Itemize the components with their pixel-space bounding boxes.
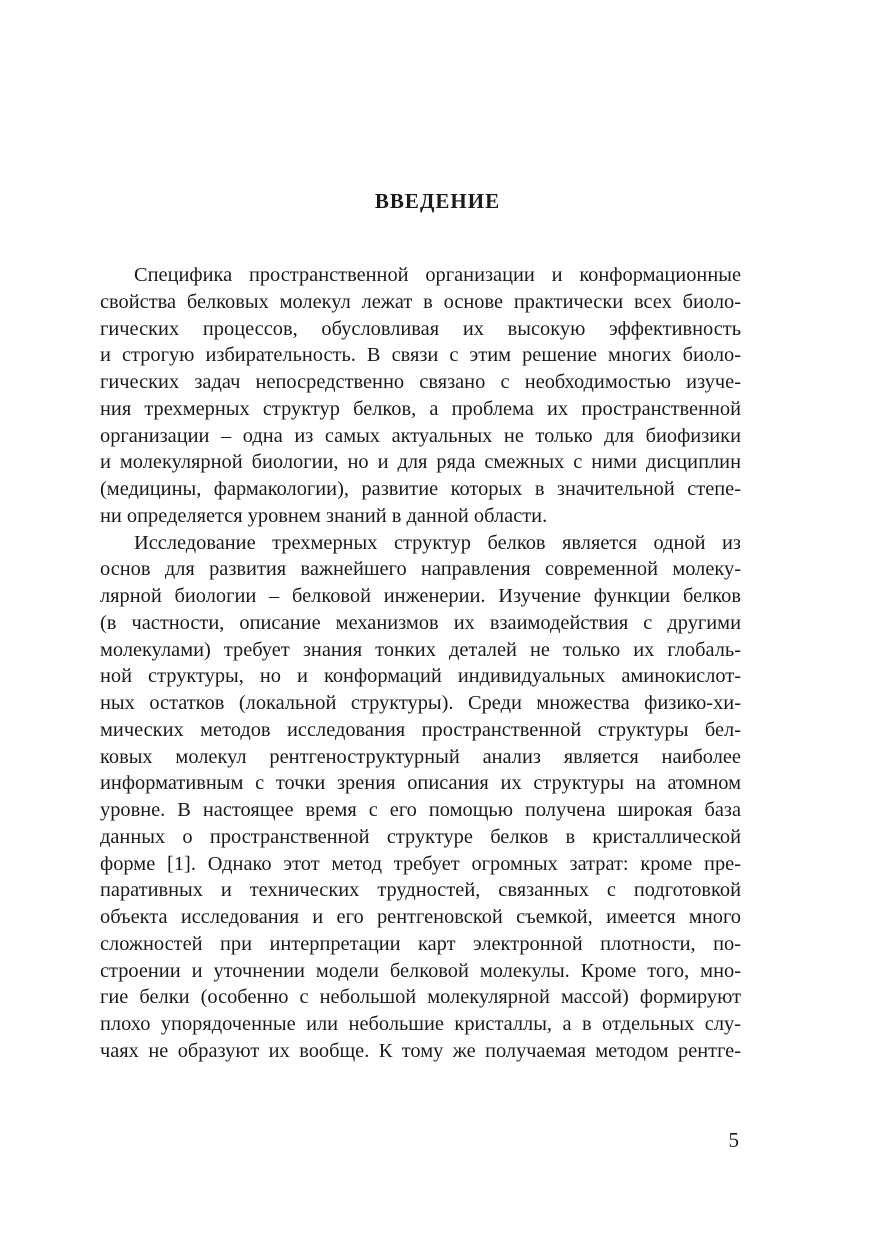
text-line: уровне. В настоящее время с его помощью получена широкая база [100,799,741,821]
section-title: ВВЕДЕНИЕ [374,189,501,213]
text-line: основ для развития важнейшего направления современной молеку- [100,558,741,581]
text-line: строении и уточнении модели белковой молекулы. Кроме того, мно- [100,959,741,982]
text-line: данных о пространственной структуре белков в кристаллической [100,825,741,848]
text-line: информативным с точки зрения описания их структуры на атомном [100,772,741,795]
text-line: и строгую избирательность. В связи с этим решение многих биоло- [100,344,741,367]
body-text [100,262,741,1065]
text-line: чаях не образуют их вообще. К тому же получаемая методом рентге- [100,1039,741,1062]
text-line: молекулами) требует знания тонких деталей не только их глобаль- [100,638,741,661]
text-line: свойства белковых молекул лежат в основе практически всех биоло- [100,290,741,313]
text-line: Исследование трехмерных структур белков является одной из [134,531,741,554]
paragraphs [100,262,741,1065]
text-line: и молекулярной биологии, но и для ряда смежных с ними дисциплин [100,451,741,474]
text-line: плохо упорядоченные или небольшие кристаллы, а в отдельных слу- [100,1013,741,1035]
text-line: (в частности, описание механизмов их взаимодействия с другими [100,611,741,634]
text-line: мических методов исследования пространственной структуры бел- [100,718,741,741]
text-line: сложностей при интерпретации карт электронной плотности, по- [100,932,741,955]
text-line: ния трехмерных структур белков, а проблема их пространственной [100,397,741,420]
text-line: (медицины, фармакологии), развитие которых в значительной степе- [100,478,741,500]
text-line: ни определяется уровнем знаний в данной области. [100,504,548,527]
text-line: паративных и технических трудностей, связанных с подготовкой [100,879,741,902]
text-line: гических задач непосредственно связано с необходимостью изуче- [100,371,741,393]
text-line: ковых молекул рентгеноструктурный анализ является наиболее [100,745,741,768]
text-line: гие белки (особенно с небольшой молекулярной массой) формируют [100,986,741,1009]
text-line: ных остатков (локальной структуры). Среди множества физико-хи- [100,692,741,714]
text-line: объекта исследования и его рентгеновской съемкой, имеется много [100,906,741,928]
text-line: лярной биологии – белковой инженерии. Изучение функции белков [100,585,741,607]
page-number: 5 [728,1128,739,1152]
text-line: организации – одна из самых актуальных не только для биофизики [100,424,741,447]
text-line: гических процессов, обусловливая их высокую эффективность [100,317,741,340]
text-line: форме [1]. Однако этот метод требует огромных затрат: кроме пре- [100,852,741,875]
text-line: ной структуры, но и конформаций индивидуальных аминокислот- [100,665,741,688]
text-line: Специфика пространственной организации и конформационные [134,264,741,286]
